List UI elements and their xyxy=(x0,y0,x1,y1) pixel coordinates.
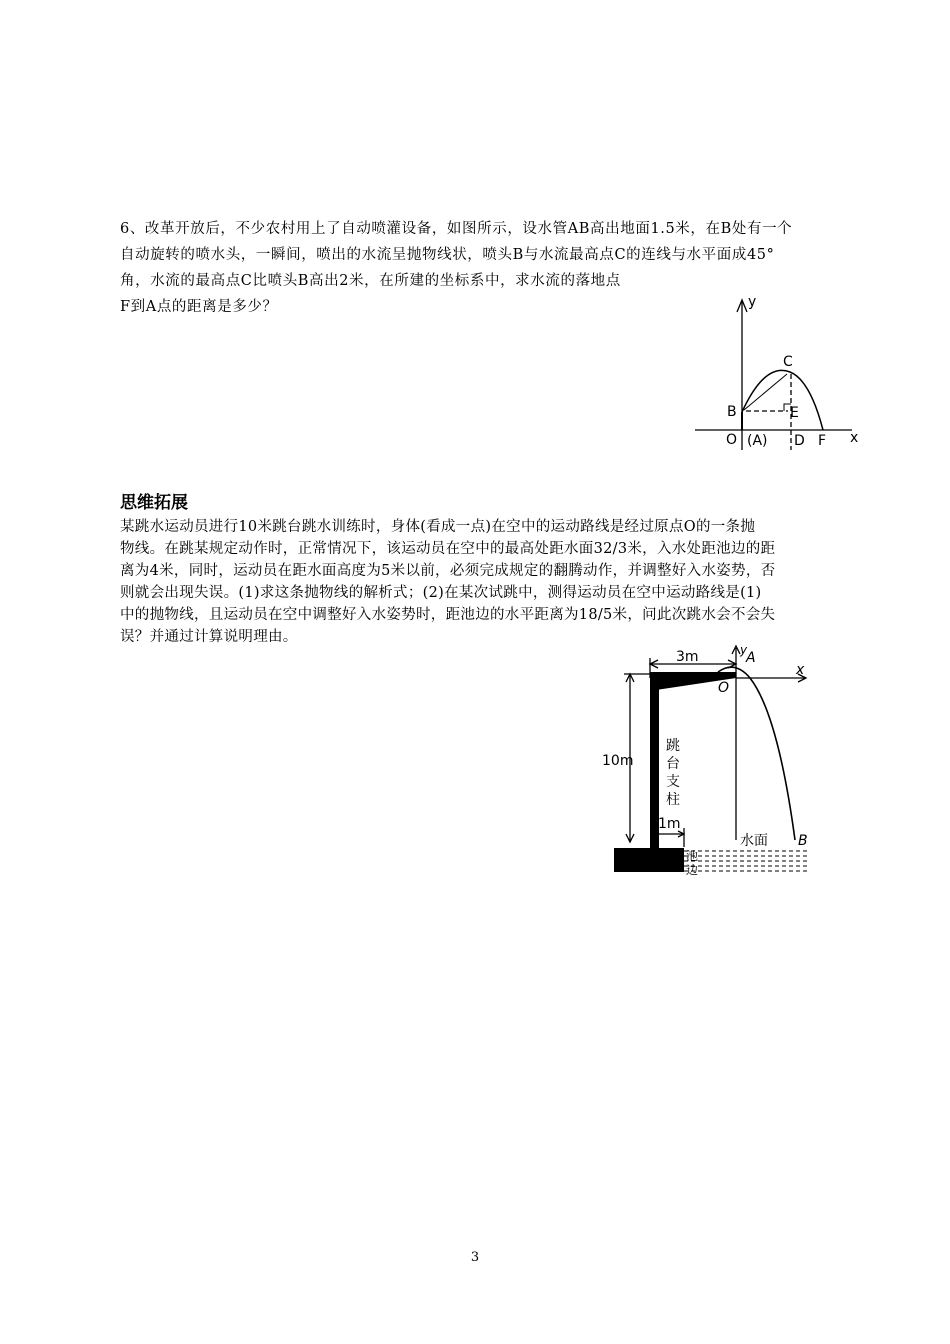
pool-edge-char-1: 池 xyxy=(686,849,699,863)
label-3m: 3m xyxy=(676,649,699,665)
diving-platform-figure xyxy=(600,642,820,877)
water-parabola xyxy=(742,370,823,430)
label-a: A xyxy=(746,650,756,666)
problem-6-line-2: 自动旋转的喷水头，一瞬间，喷出的水流呈抛物线状，喷头B与水流最高点C的连线与水平面成45° xyxy=(120,247,775,263)
extension-line-5: 中的抛物线，且运动员在空中调整好入水姿势时，距池边的水平距离为18/5米，问此次跳水会不会失 xyxy=(120,607,776,623)
label-c: C xyxy=(783,354,793,370)
label-d: D xyxy=(794,433,805,449)
extension-line-6: 误？并通过计算说明理由。 xyxy=(120,629,298,645)
pillar-char-3: 支 xyxy=(666,774,680,790)
label-b: B xyxy=(798,833,808,849)
label-o: O xyxy=(726,432,738,448)
label-10m: 10m xyxy=(602,753,634,769)
extension-problem-text xyxy=(120,516,855,648)
dive-trajectory xyxy=(718,667,795,840)
label-o: O xyxy=(718,680,730,696)
pillar-char-1: 跳 xyxy=(666,738,680,754)
label-1m: 1m xyxy=(658,816,681,832)
extension-line-3: 离为4米，同时，运动员在距水面高度为5米以前，必须完成规定的翻腾动作，并调整好入水姿势，否 xyxy=(120,563,776,579)
extension-heading: 思维拓展 xyxy=(120,493,188,513)
label-a: (A) xyxy=(747,433,768,449)
extension-line-2: 物线。在跳某规定动作时，正常情况下，该运动员在空中的最高处距水面32/3米，入水处距池边的距 xyxy=(120,541,776,557)
sprinkler-parabola-figure xyxy=(690,290,870,455)
problem-6-line-1: 6、改革开放后，不少农村用上了自动喷灌设备，如图所示，设水管AB高出地面1.5米，在B处有一个 xyxy=(120,221,793,237)
label-f: F xyxy=(818,433,827,449)
problem-6-line-3: 角，水流的最高点C比喷头B高出2米，在所建的坐标系中，求水流的落地点 xyxy=(120,273,621,289)
label-x: x xyxy=(796,662,805,678)
ground-block xyxy=(614,848,684,872)
pillar-char-2: 台 xyxy=(666,756,680,772)
extension-line-1: 某跳水运动员进行10米跳台跳水训练时，身体(看成一点)在空中的运动路线是经过原点O的一条抛 xyxy=(120,519,756,535)
extension-line-4: 则就会出现失误。(1)求这条抛物线的解析式；(2)在某次试跳中，测得运动员在空中运动路线是(1) xyxy=(120,585,762,601)
pillar-char-4: 柱 xyxy=(666,792,680,808)
label-x: x xyxy=(850,430,859,446)
label-b: B xyxy=(727,404,737,420)
pool-edge-char-2: 边 xyxy=(686,863,699,877)
problem-6-line-4: F到A点的距离是多少？ xyxy=(120,299,278,315)
page-number: 3 xyxy=(470,1250,480,1265)
label-e: E xyxy=(790,405,799,421)
label-water-surface: 水面 xyxy=(740,833,768,849)
label-y: y xyxy=(748,294,757,310)
label-y: y xyxy=(740,643,748,657)
line-bc xyxy=(744,374,787,410)
